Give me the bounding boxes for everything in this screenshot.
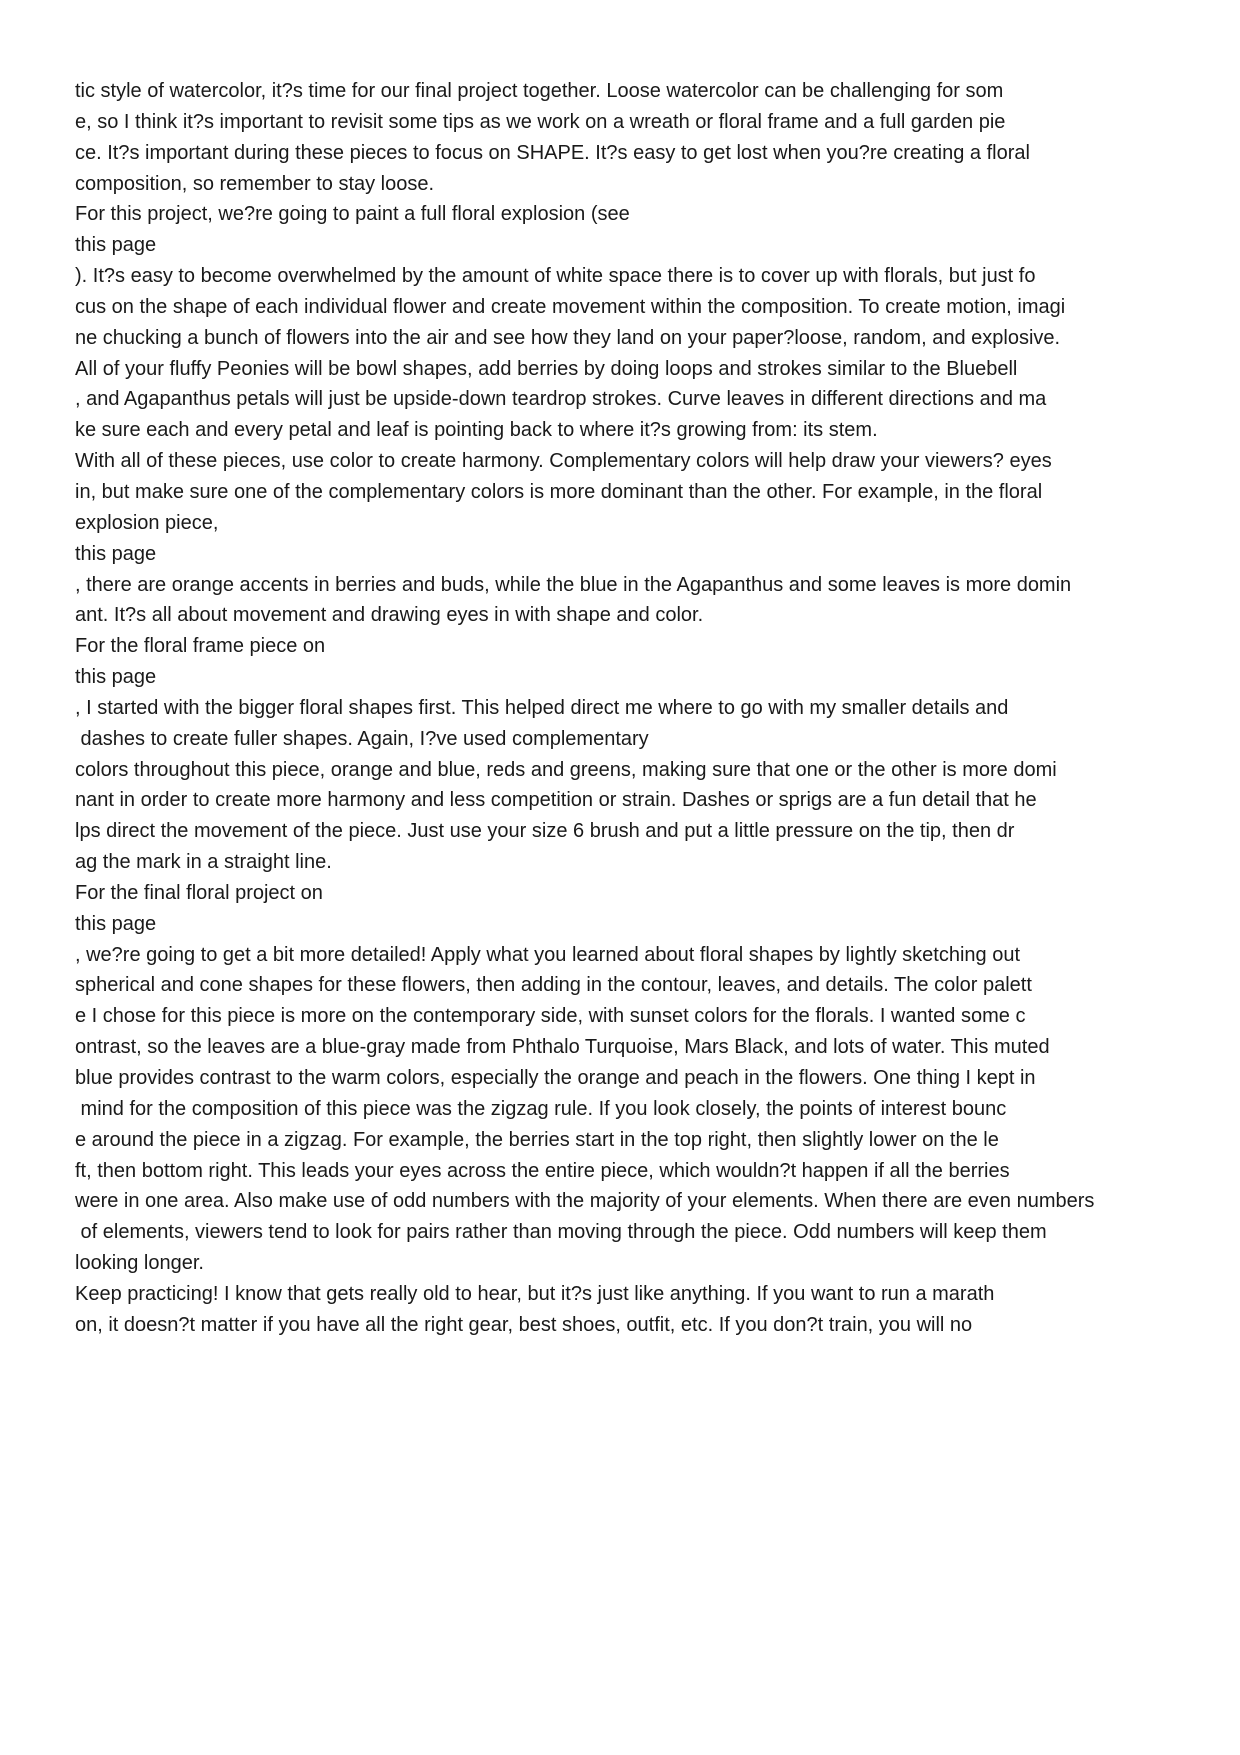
- text-line: this page: [75, 912, 157, 935]
- text-line: mind for the composition of this piece was the zigzag rule. If you look closely, the points of interest bounc: [75, 1097, 1007, 1120]
- text-line: ag the mark in a straight line.: [75, 851, 332, 874]
- text-line: , there are orange accents in berries and buds, while the blue in the Agapanthus and some leaves is more domin: [75, 573, 1072, 596]
- text-line: lps direct the movement of the piece. Just use your size 6 brush and put a little pressure on the tip, then dr: [75, 820, 1015, 843]
- body-text: [75, 76, 1225, 1341]
- text-line: e, so I think it?s important to revisit some tips as we work on a wreath or floral frame and a full garden pie: [75, 110, 1006, 133]
- text-line: spherical and cone shapes for these flowers, then adding in the contour, leaves, and details. The color palett: [75, 974, 1032, 997]
- text-line: , I started with the bigger floral shapes first. This helped direct me where to go with my smaller details and: [75, 696, 1009, 719]
- text-line: For the final floral project on: [75, 881, 323, 904]
- text-line: , and Agapanthus petals will just be upside-down teardrop strokes. Curve leaves in different directions and ma: [75, 388, 1047, 411]
- text-line: cus on the shape of each individual flower and create movement within the composition. To create motion, imagi: [75, 295, 1066, 318]
- text-line: were in one area. Also make use of odd numbers with the majority of your elements. When there are even numbers: [75, 1190, 1095, 1213]
- text-line: For this project, we?re going to paint a full floral explosion (see: [75, 203, 630, 226]
- text-line: on, it doesn?t matter if you have all the right gear, best shoes, outfit, etc. If you don?t train, you will no: [75, 1313, 973, 1336]
- text-line: ce. It?s important during these pieces to focus on SHAPE. It?s easy to get lost when you?re creating a floral: [75, 141, 1030, 164]
- text-line: dashes to create fuller shapes. Again, I?ve used complementary: [75, 727, 649, 750]
- text-line: explosion piece,: [75, 511, 219, 534]
- text-line: ). It?s easy to become overwhelmed by the amount of white space there is to cover up with florals, but just fo: [75, 265, 1036, 288]
- text-line: ant. It?s all about movement and drawing eyes in with shape and color.: [75, 604, 704, 627]
- text-line: tic style of watercolor, it?s time for our final project together. Loose watercolor can be challenging for som: [75, 80, 1004, 102]
- text-line: , we?re going to get a bit more detailed! Apply what you learned about floral shapes by lightly sketching out: [75, 943, 1021, 966]
- text-line: this page: [75, 666, 157, 689]
- text-line: With all of these pieces, use color to create harmony. Complementary colors will help draw your viewers? eyes: [75, 450, 1052, 473]
- text-line: ke sure each and every petal and leaf is pointing back to where it?s growing from: its stem.: [75, 419, 878, 442]
- text-line: ontrast, so the leaves are a blue-gray made from Phthalo Turquoise, Mars Black, and lots of water. This muted: [75, 1036, 1050, 1059]
- text-line: looking longer.: [75, 1252, 204, 1275]
- text-line: composition, so remember to stay loose.: [75, 172, 435, 195]
- text-line: nant in order to create more harmony and less competition or strain. Dashes or sprigs are a fun detail that he: [75, 789, 1037, 812]
- text-line: blue provides contrast to the warm colors, especially the orange and peach in the flowers. One thing I kept in: [75, 1067, 1036, 1089]
- text-line: this page: [75, 542, 157, 565]
- text-line: For the floral frame piece on: [75, 635, 326, 658]
- text-line: e I chose for this piece is more on the contemporary side, with sunset colors for the florals. I wanted some c: [75, 1005, 1026, 1028]
- text-line: in, but make sure one of the complementary colors is more dominant than the other. For example, in the floral: [75, 480, 1043, 503]
- text-line: ne chucking a bunch of flowers into the air and see how they land on your paper?loose, random, and explosive.: [75, 326, 1061, 349]
- text-line: ft, then bottom right. This leads your eyes across the entire piece, which wouldn?t happen if all the berries: [75, 1159, 1010, 1182]
- text-line: All of your fluffy Peonies will be bowl shapes, add berries by doing loops and strokes similar to the Bluebell: [75, 357, 1018, 380]
- text-line: e around the piece in a zigzag. For example, the berries start in the top right, then slightly lower on the le: [75, 1128, 999, 1151]
- text-line: of elements, viewers tend to look for pairs rather than moving through the piece. Odd numbers will keep them: [75, 1221, 1047, 1244]
- text-line: this page: [75, 234, 157, 257]
- text-line: colors throughout this piece, orange and blue, reds and greens, making sure that one or the other is more domi: [75, 758, 1057, 781]
- text-line: Keep practicing! I know that gets really old to hear, but it?s just like anything. If you want to run a marath: [75, 1282, 995, 1305]
